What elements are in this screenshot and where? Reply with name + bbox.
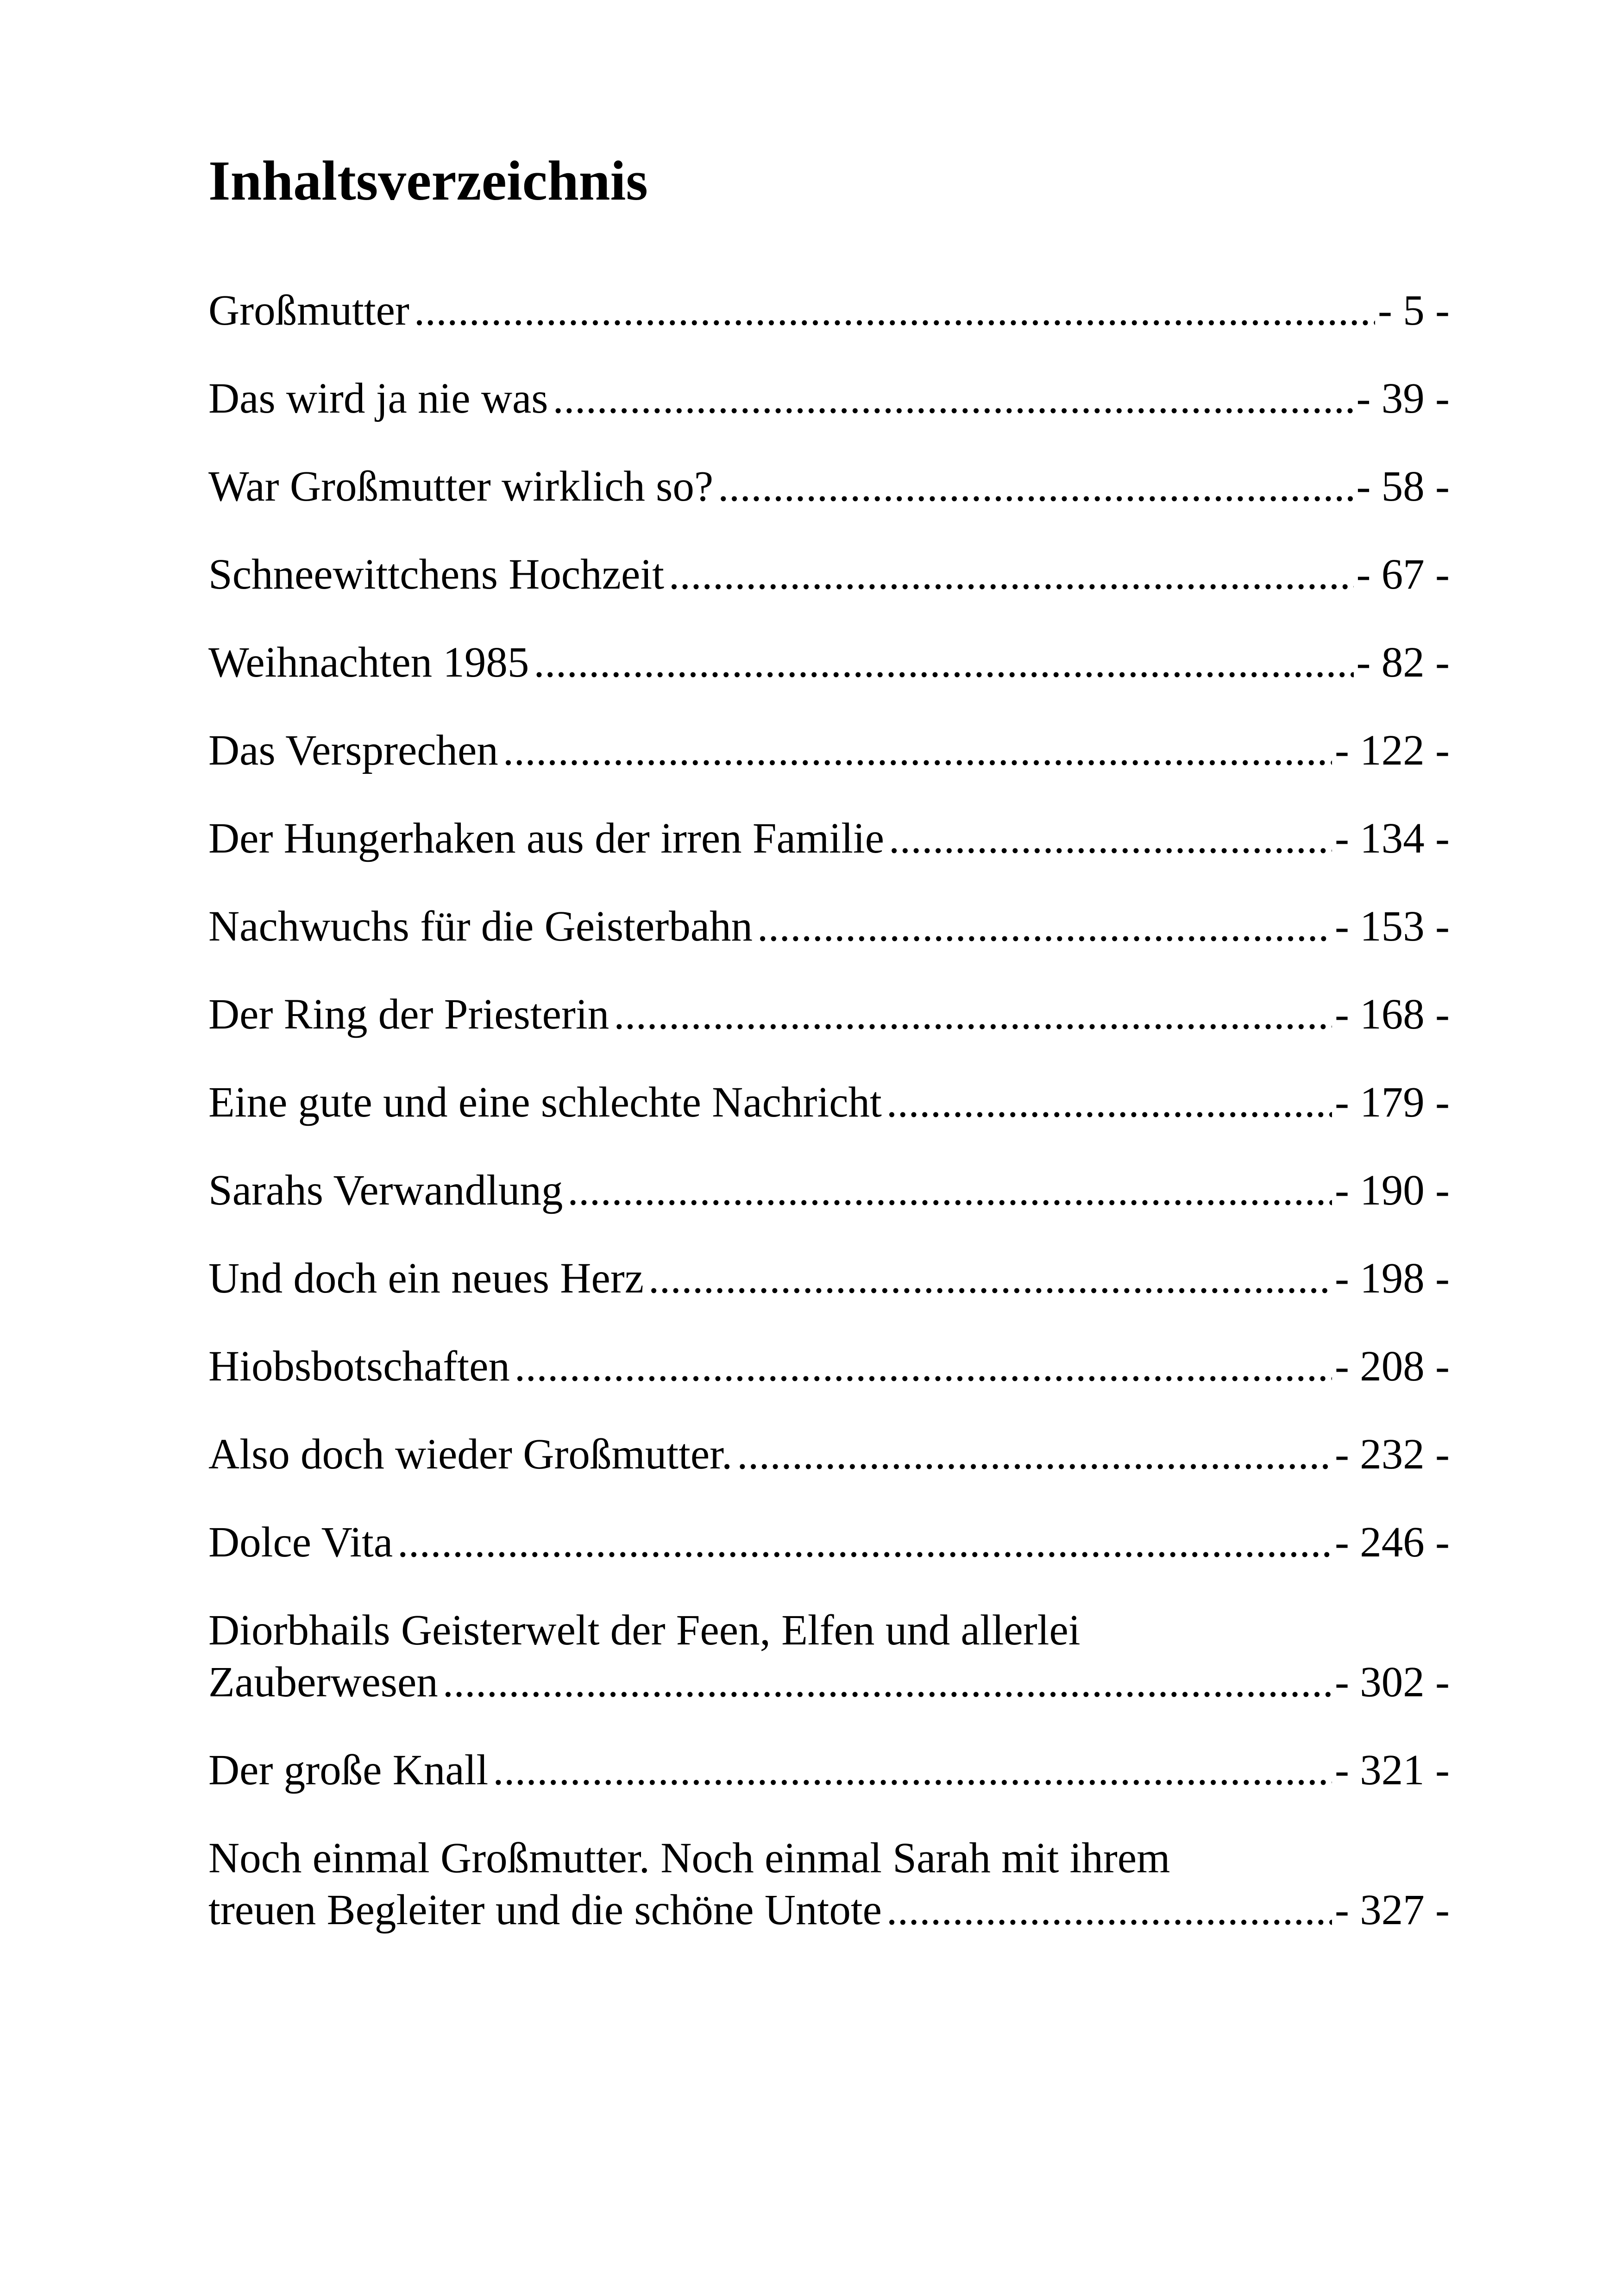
toc-entry-title: Der große Knall <box>208 1746 489 1794</box>
toc-entry <box>208 1253 1450 1305</box>
toc-entry <box>208 1832 1450 1936</box>
dot-leader <box>669 549 1354 601</box>
toc-entry-page: - 302 - <box>1335 1658 1450 1706</box>
toc-entry <box>208 549 1450 601</box>
toc-entry-title-first-line: Noch einmal Großmutter. Noch einmal Sarah mit ihrem <box>208 1834 1170 1882</box>
toc-entry-page: - 198 - <box>1335 1255 1450 1302</box>
toc-entry-title: Großmutter <box>208 287 409 334</box>
toc-entry <box>208 461 1450 513</box>
toc-entry <box>208 989 1450 1041</box>
toc-entry-page: - 246 - <box>1335 1518 1450 1566</box>
toc-entry-page: - 39 - <box>1356 375 1450 422</box>
dot-leader <box>443 1656 1332 1708</box>
toc-entry-title: Schneewittchens Hochzeit <box>208 551 664 598</box>
dot-leader <box>534 637 1353 689</box>
toc-entry-title: Hiobsbotschaften <box>208 1342 510 1390</box>
toc-entry-title: Nachwuchs für die Geisterbahn <box>208 903 753 950</box>
dot-leader <box>757 901 1332 953</box>
dot-leader <box>503 725 1332 777</box>
toc-entry-page: - 232 - <box>1335 1430 1450 1478</box>
toc-entry <box>208 901 1450 953</box>
toc-entry-title: War Großmutter wirklich so? <box>208 463 714 510</box>
dot-leader <box>515 1341 1332 1393</box>
toc-entry-title: Und doch ein neues Herz <box>208 1255 644 1302</box>
dot-leader <box>886 1884 1332 1936</box>
toc-entry <box>208 1077 1450 1129</box>
toc-entry-page: - 168 - <box>1335 991 1450 1038</box>
table-of-contents <box>208 285 1450 1972</box>
toc-entry-title: Sarahs Verwandlung <box>208 1167 563 1214</box>
dot-leader <box>567 1165 1332 1217</box>
dot-leader <box>493 1744 1332 1796</box>
toc-entry-page: - 58 - <box>1356 463 1450 510</box>
dot-leader <box>614 989 1332 1041</box>
toc-entry-page: - 5 - <box>1378 287 1450 334</box>
dot-leader <box>886 1077 1332 1129</box>
toc-entry-page: - 208 - <box>1335 1342 1450 1390</box>
toc-entry-title: Eine gute und eine schlechte Nachricht <box>208 1079 882 1126</box>
toc-entry-title-first-line: Diorbhails Geisterwelt der Feen, Elfen und allerlei <box>208 1606 1081 1654</box>
toc-entry-title: Dolce Vita <box>208 1518 393 1566</box>
toc-entry-page: - 134 - <box>1335 815 1450 862</box>
toc-entry <box>208 373 1450 425</box>
dot-leader <box>737 1429 1332 1480</box>
dot-leader <box>414 285 1375 337</box>
toc-entry-page: - 67 - <box>1356 551 1450 598</box>
toc-entry-title: Weihnachten 1985 <box>208 639 529 686</box>
dot-leader <box>648 1253 1332 1305</box>
toc-entry-page: - 327 - <box>1335 1886 1450 1934</box>
dot-leader <box>397 1517 1332 1568</box>
toc-entry <box>208 1429 1450 1480</box>
toc-entry-title: Der Hungerhaken aus der irren Familie <box>208 815 885 862</box>
toc-entry-page: - 190 - <box>1335 1167 1450 1214</box>
toc-entry-title: Also doch wieder Großmutter. <box>208 1430 733 1478</box>
toc-entry-title: Das Versprechen <box>208 727 498 774</box>
toc-entry-page: - 122 - <box>1335 727 1450 774</box>
toc-entry <box>208 637 1450 689</box>
dot-leader <box>553 373 1353 425</box>
page-title: Inhaltsverzeichnis <box>208 150 648 212</box>
toc-entry-page: - 179 - <box>1335 1079 1450 1126</box>
dot-leader <box>718 461 1353 513</box>
toc-entry-page: - 321 - <box>1335 1746 1450 1794</box>
toc-entry <box>208 285 1450 337</box>
toc-entry-page: - 82 - <box>1356 639 1450 686</box>
toc-entry <box>208 1165 1450 1217</box>
toc-entry <box>208 1517 1450 1568</box>
toc-entry <box>208 1744 1450 1796</box>
toc-entry-title: Der Ring der Priesterin <box>208 991 609 1038</box>
toc-entry-title: treuen Begleiter und die schöne Untote <box>208 1886 882 1934</box>
toc-entry-title: Das wird ja nie was <box>208 375 548 422</box>
toc-entry-title: Zauberwesen <box>208 1658 438 1706</box>
toc-entry <box>208 725 1450 777</box>
dot-leader <box>889 813 1332 865</box>
toc-entry-page: - 153 - <box>1335 903 1450 950</box>
toc-entry <box>208 813 1450 865</box>
toc-entry <box>208 1605 1450 1708</box>
toc-entry <box>208 1341 1450 1393</box>
